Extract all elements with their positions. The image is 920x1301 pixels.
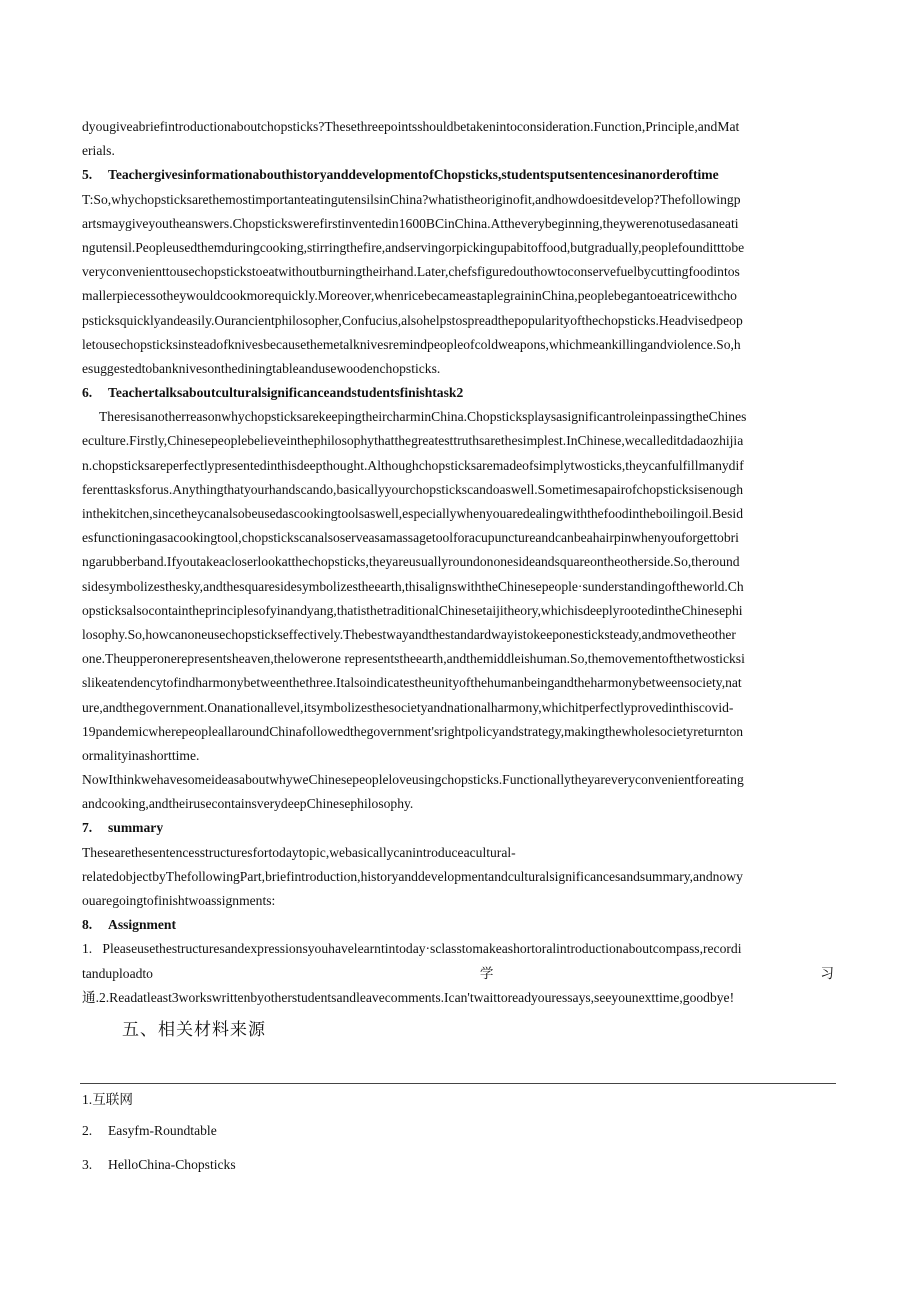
step6-line: TheresisanotherreasonwhychopsticksarekeepingtheircharminChina.ChopsticksplaysasignificantroleinpassingtheChines <box>99 409 747 425</box>
step8-heading <box>82 913 834 937</box>
step5-line: mallerpiecessotheywouldcookmorequickly.Moreover,whenricebecameastaplegraininChina,peoplebegantoeatricewithcho <box>82 288 737 304</box>
step6-heading <box>82 381 834 405</box>
step7-number: 7. <box>82 820 93 836</box>
step6-line: n.chopsticksareperfectlypresentedinthisdeepthought.Althoughchopsticksaremadeofsimplytwosticks,theycanfulfillmanydif <box>82 457 744 473</box>
step6-line: one.Theupperonerepresentsheaven,thelowerone representstheearth,andthemiddleishuman.So,themovementofthetwosticksi <box>82 651 745 667</box>
step6-line: ferenttasksforus.Anythingthatyourhandscando,basicallyyourchopstickscandoaswell.Sometimesapairofchopsticksisenough <box>82 481 744 497</box>
step6-conclusion-line: NowIthinkwehavesomeideasaboutwhyweChinesepeopleloveusingchopsticks.Functionallytheyareveryconvenientforeating <box>82 772 744 788</box>
step7-heading <box>82 816 834 840</box>
step7-line: Thesearethesentencesstructuresfortodaytopic,webasicallycanintroduceacultural- <box>82 844 516 860</box>
step5-number: 5. <box>82 167 93 183</box>
step5-line: letousechopsticksinsteadofknivesbecausethemetalknivesremindpeopleofcoldweapons,whichmeankillingandviolence.So,h <box>82 336 741 352</box>
step5-line: T:So,whychopsticksarethemostimportanteatingutensilsinChina?whatistheoriginofit,andhowdoesitdevelop?Thefollowingp <box>82 191 741 207</box>
step6-line: esfunctioningasacookingtool,chopstickscanalsoserveasamassagetoolforacupunctureandcanbeahairpinwhenyouforgettobri <box>82 530 739 546</box>
step6-line: ure,andthegovernment.Onanationallevel,itsymbolizesthesocietyandnationalharmony,whichitperfectlyprovedinthiscovid- <box>82 699 734 715</box>
assignment-line-2-mid: 学 <box>479 965 494 981</box>
step6-heading-text: Teachertalksaboutculturalsignificanceandstudentsfinishtask2 <box>108 385 464 401</box>
lesson-content <box>82 115 834 1010</box>
step6-conclusion-line: andcooking,andtheirusecontainsverydeepChinesephilosophy. <box>82 796 414 812</box>
assignment-line-2-left: tanduploadto <box>82 965 153 981</box>
step6-line: eculture.Firstly,Chinesepeoplebelieveinthephilosophythatthegreatesttruthsarethesimplest.InChinese,wecalleditdadaozhijia <box>82 433 744 449</box>
step6-line: ormalityinashorttime. <box>82 747 200 763</box>
intro-line-1: dyougiveabriefintroductionaboutchopsticks?Thesethreepointsshouldbetakenintoconsideration.Function,Principle,andMat <box>82 119 740 134</box>
assignment-line-1: 1. Pleaseusethestructuresandexpressionsyouhavelearntintoday·sclasstomakeashortoralintroductionaboutcompass,recordi <box>82 941 742 957</box>
section-title: 五、相关材料来源 <box>122 1020 266 1040</box>
source-text: HelloChina-Chopsticks <box>108 1157 236 1172</box>
step5-line: esuggestedtobanknivesonthediningtableandusewoodenchopsticks. <box>82 360 441 376</box>
step7-heading-text: summary <box>108 820 164 836</box>
step5-line: veryconvenienttousechopstickstoeatwithoutburningtheirhand.Later,chefsfiguredouthowtoconservefuelbycuttingfoodintos <box>82 264 740 280</box>
source-number: 2. <box>82 1123 93 1138</box>
step6-line: 19pandemicwherepeopleallaroundChinafollowedthegovernment'srightpolicyandstrategy,makingthewholesocietyreturnton <box>82 723 744 739</box>
assignment-line-2-right: 习 <box>820 965 834 981</box>
step8-number: 8. <box>82 917 93 933</box>
step5-line: psticksquicklyandeasily.Ourancientphilosopher,Confucius,alsohelpstospreadthepopularityofthechopsticks.Headvisedpeop <box>82 312 743 328</box>
step6-line: inthekitchen,sincetheycanalsobeusedascookingtoolsaswell,especiallywhenyouaredealingwiththefoodintheboilingoil.Besid <box>82 506 744 521</box>
step8-heading-text: Assignment <box>108 917 176 933</box>
source-item <box>82 1123 217 1139</box>
step7-line: ouaregoingtofinishtwoassignments: <box>82 893 276 908</box>
step6-line: ngarubberband.Ifyoutakeacloserlookatthechopsticks,theyareusuallyroundononesideandsquareontheotherside.So,theround <box>82 554 740 570</box>
source-number: 3. <box>82 1157 93 1172</box>
assignment-line-3: 通.2.Readatleast3workswrittenbyotherstudentsandleavecomments.Ican'twaittoreadyouressays,seeyounexttime,goodbye! <box>82 989 735 1005</box>
step6-line: slikeatendencytofindharmonybetweenthethree.Italsoindicatestheunityofthehumanbeingandtheharmonybetweensociety,nat <box>82 675 742 691</box>
step5-heading <box>82 163 834 187</box>
source-text: Easyfm-Roundtable <box>108 1123 217 1138</box>
step6-line: sidesymbolizesthesky,andthesquaresidesymbolizestheearth,thisalignswiththeChinesepeople·sunderstandingoftheworld.Ch <box>82 578 744 594</box>
intro-line-2: erials. <box>82 143 115 159</box>
step6-line: opsticksalsocontaintheprinciplesofyinandyang,thatisthetraditionalChinesetaijitheory,whichisdeeplyrootedintheChinesephi <box>82 602 743 618</box>
source-item <box>82 1088 133 1108</box>
step6-line: losophy.So,howcanoneusechopstickseffectively.Thebestwayandthestandardwayistokeeponesticksteady,andmovetheother <box>82 626 736 642</box>
source-text: 1. <box>82 1092 93 1107</box>
step6-number: 6. <box>82 385 93 401</box>
step7-line: relatedobjectbyThefollowingPart,briefintroduction,historyanddevelopmentandculturalsignificancesandsummary,andnowy <box>82 868 743 884</box>
divider-line <box>80 1083 836 1084</box>
step5-line: artsmaygiveyoutheanswers.Chopstickswerefirstinventedin1600BCinChina.Attheverybeginning,theywerenotusedasaneati <box>82 215 739 231</box>
assignment-line-2 <box>82 962 834 986</box>
source-item <box>82 1157 236 1173</box>
step5-line: ngutensil.Peopleusedthemduringcooking,stirringthefire,andservingorpickingupabitoffood,butgradually,peoplefounditttobe <box>82 239 745 255</box>
source-text: 互联网 <box>92 1092 133 1107</box>
step5-heading-text: TeachergivesinformationabouthistoryanddevelopmentofChopsticks,studentsputsentencesinanorderoftime <box>108 167 719 183</box>
